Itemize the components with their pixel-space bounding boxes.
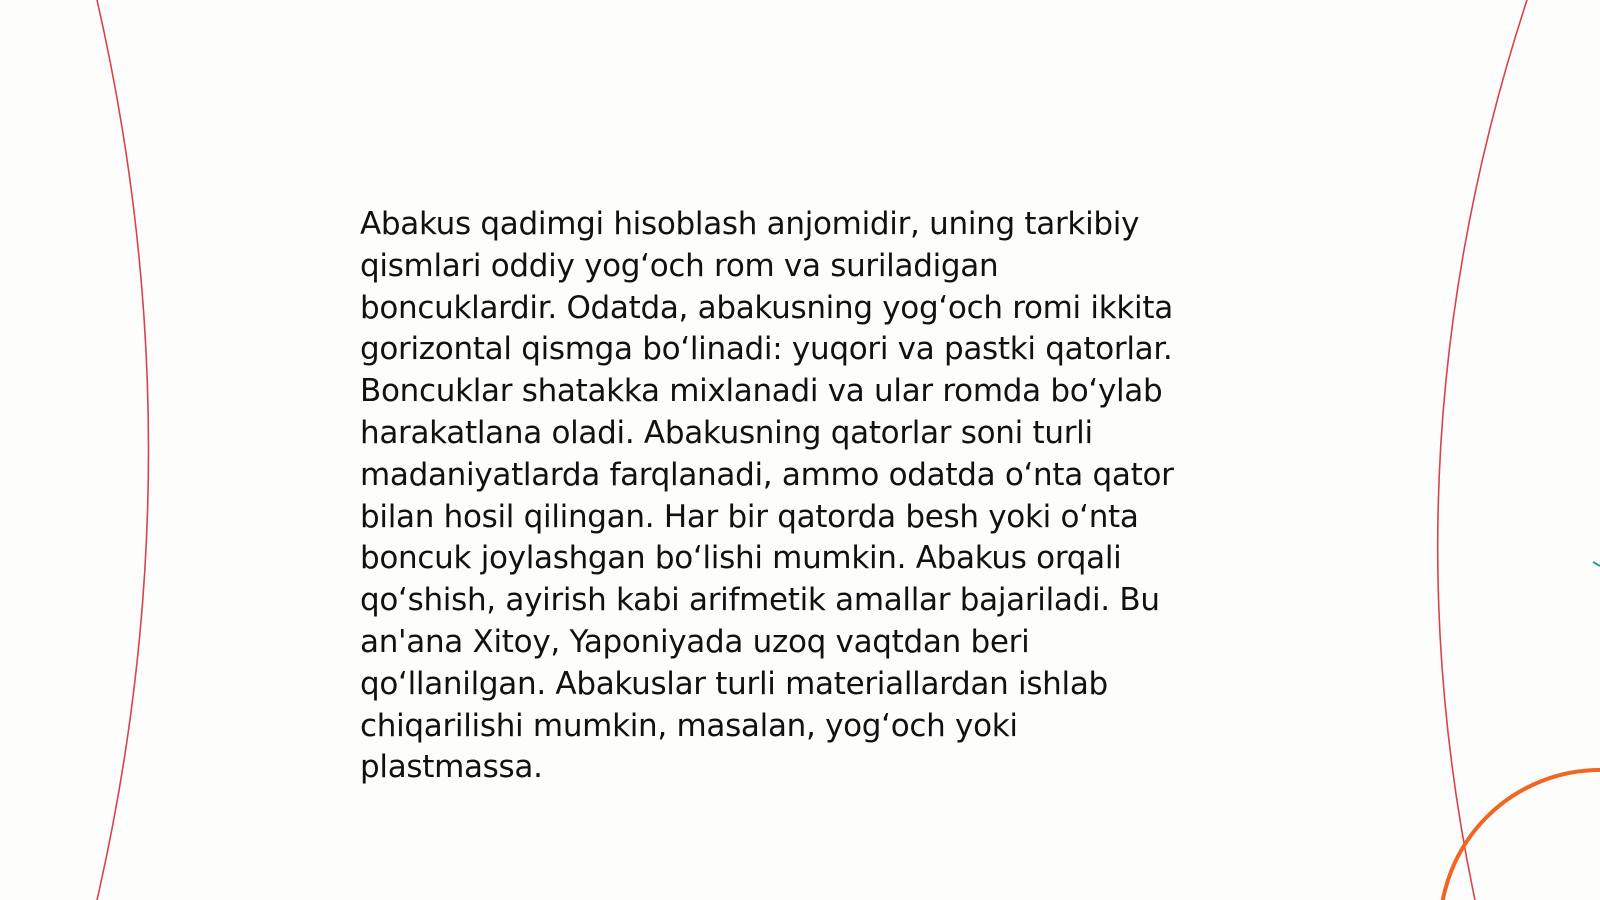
paragraph-line-3: boncuklardir. Odatda, abakusning yog‘och romi ikkita <box>360 289 1173 326</box>
paragraph-line-4: gorizontal qismga bo‘linadi: yuqori va pastki qatorlar. <box>360 331 1173 368</box>
body-paragraph <box>360 204 1240 789</box>
paragraph-line-14: plastmassa. <box>360 749 543 786</box>
paragraph-line-13: chiqarilishi mumkin, masalan, yog‘och yoki <box>360 707 1018 744</box>
paragraph-line-6: harakatlana oladi. Abakusning qatorlar soni turli <box>360 414 1093 451</box>
left-curve-line <box>97 0 149 900</box>
teal-accent-mark <box>1593 562 1600 566</box>
paragraph-line-12: qo‘llanilgan. Abakuslar turli materiallardan ishlab <box>360 665 1108 702</box>
orange-circle-arc <box>1440 770 1600 900</box>
paragraph-line-1: Abakus qadimgi hisoblash anjomidir, uning tarkibiy <box>360 206 1140 242</box>
paragraph-line-2: qismlari oddiy yog‘och rom va suriladigan <box>360 247 999 284</box>
paragraph-line-10: qo‘shish, ayirish kabi arifmetik amallar bajariladi. Bu <box>360 582 1160 619</box>
right-curve-line <box>1438 0 1527 900</box>
paragraph-line-9: boncuk joylashgan bo‘lishi mumkin. Abakus orqali <box>360 540 1122 577</box>
paragraph-line-7: madaniyatlarda farqlanadi, ammo odatda o‘nta qator <box>360 456 1174 493</box>
paragraph-line-8: bilan hosil qilingan. Har bir qatorda besh yoki o‘nta <box>360 498 1139 535</box>
paragraph-line-5: Boncuklar shatakka mixlanadi va ular romda bo‘ylab <box>360 373 1163 410</box>
paragraph-line-11: an'ana Xitoy, Yaponiyada uzoq vaqtdan beri <box>360 623 1030 660</box>
